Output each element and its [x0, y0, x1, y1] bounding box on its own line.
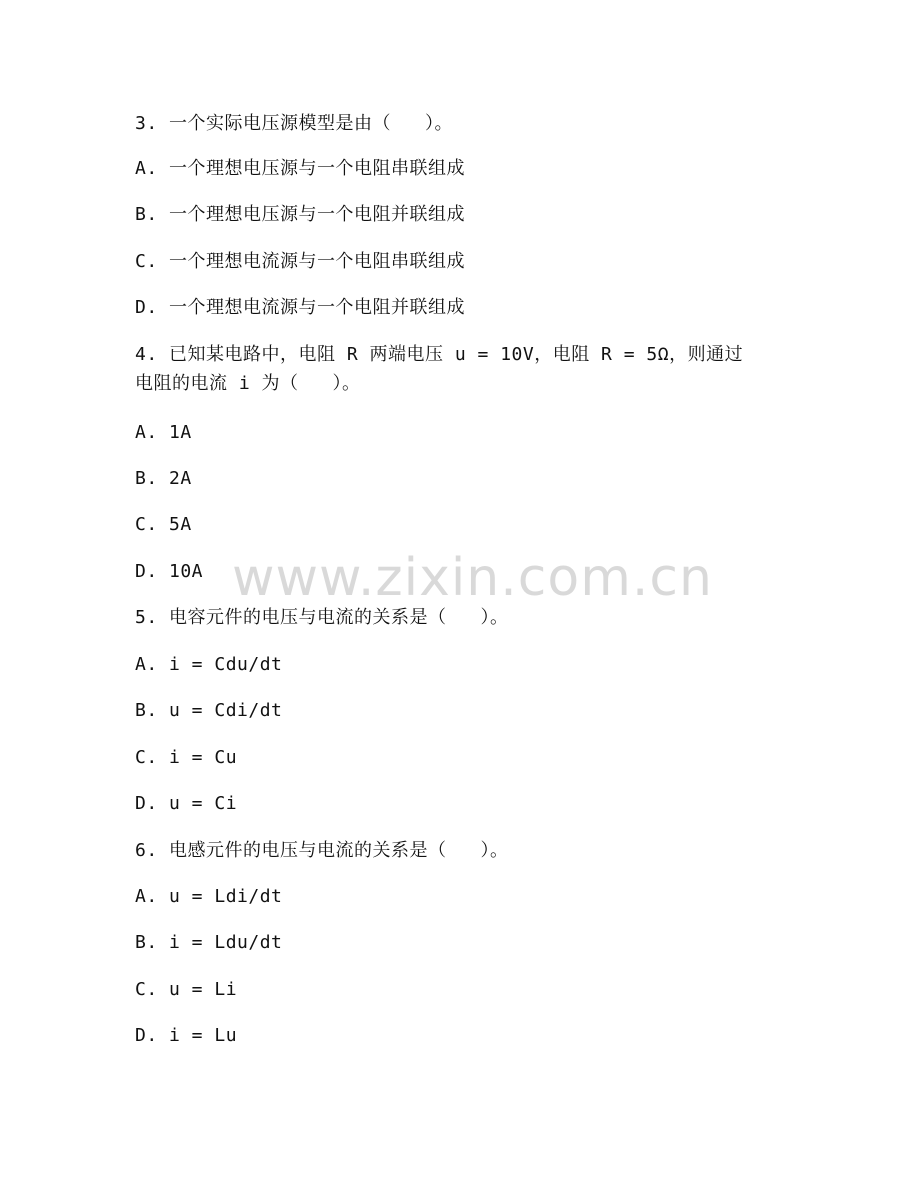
question-5-stem: 5. 电容元件的电压与电流的关系是（ ）。	[135, 607, 509, 628]
question-3-option-c: C. 一个理想电流源与一个电阻串联组成	[135, 251, 466, 272]
question-6-option-d: D. i = Lu	[135, 1025, 238, 1046]
question-5-option-a: A. i = Cdu/dt	[135, 654, 283, 675]
question-5-option-c: C. i = Cu	[135, 747, 238, 768]
question-4-option-c: C. 5A	[135, 514, 192, 535]
question-6-option-b: B. i = Ldu/dt	[135, 932, 283, 953]
question-6-option-c: C. u = Li	[135, 979, 238, 1000]
question-5-option-d: D. u = Ci	[135, 793, 238, 814]
question-3-option-a: A. 一个理想电压源与一个电阻串联组成	[135, 158, 466, 179]
question-4-option-b: B. 2A	[135, 468, 192, 489]
question-4-option-d: D. 10A	[135, 561, 204, 582]
question-4-stem-line-1: 4. 已知某电路中，电阻 R 两端电压 u = 10V，电阻 R = 5Ω，则通过	[135, 344, 744, 365]
question-3-stem: 3. 一个实际电压源模型是由（ ）。	[135, 113, 454, 134]
question-5-option-b: B. u = Cdi/dt	[135, 700, 283, 721]
question-4-stem-line-2: 电阻的电流 i 为（ ）。	[135, 373, 361, 394]
question-4-option-a: A. 1A	[135, 422, 192, 443]
question-3-option-b: B. 一个理想电压源与一个电阻并联组成	[135, 204, 466, 225]
question-6-option-a: A. u = Ldi/dt	[135, 886, 283, 907]
watermark: www.zixin.com.cn	[232, 548, 713, 608]
question-3-option-d: D. 一个理想电流源与一个电阻并联组成	[135, 297, 466, 318]
question-6-stem: 6. 电感元件的电压与电流的关系是（ ）。	[135, 840, 509, 861]
